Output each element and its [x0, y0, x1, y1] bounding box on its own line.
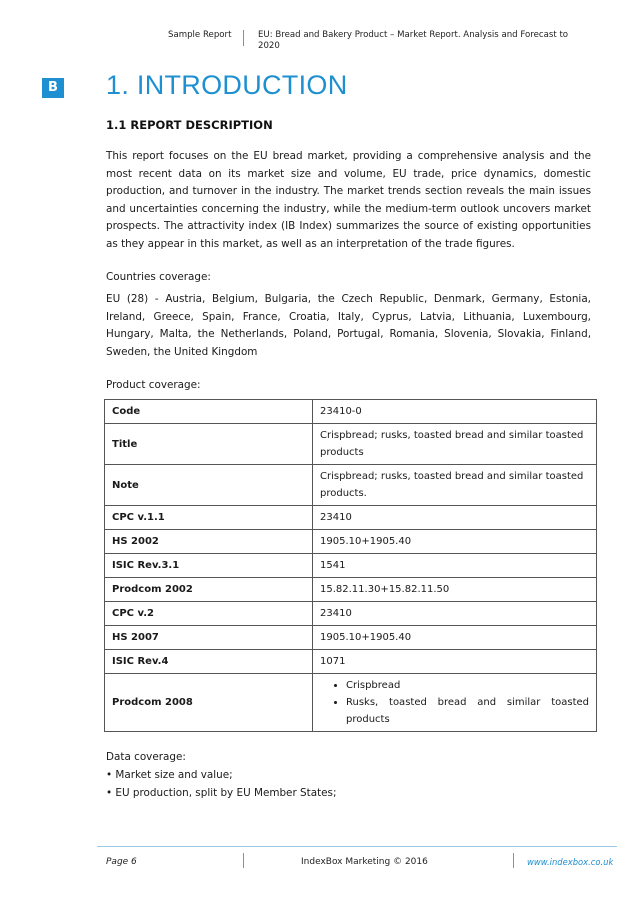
- table-cell-value: 23410: [313, 506, 597, 530]
- header-report-title: EU: Bread and Bakery Product – Market Report. Analysis and Forecast to 2020: [258, 30, 569, 51]
- countries-label: Countries coverage:: [106, 270, 211, 283]
- table-cell-value: [313, 674, 597, 732]
- table-row: [105, 650, 597, 674]
- table-row: [105, 424, 597, 465]
- footer-divider: [97, 846, 617, 847]
- chapter-title: 1. INTRODUCTION: [106, 70, 348, 100]
- list-item: • Crispbread: [346, 677, 589, 694]
- table-cell-key: HS 2002: [105, 530, 313, 554]
- table-row: [105, 400, 597, 424]
- footer-website-link[interactable]: www.indexbox.co.uk: [527, 857, 614, 867]
- table-row: [105, 554, 597, 578]
- table-row: [105, 506, 597, 530]
- intro-paragraph: This report focuses on the EU bread market, providing a comprehensive analysis and the most recent data on its market size and volume, EU trade, price dynamics, domestic production, and turnover in the industry. The market trends section reveals the main issues and uncertainties concerning the industry, while the medium-term outlook uncovers market prospects. The attractivity index (IB Index) summarizes the source of existing opportunities as they appear in this market, as well as an interpretation of the trade figures.: [106, 150, 591, 250]
- product-coverage-table: [104, 399, 597, 732]
- countries-text: EU (28) - Austria, Belgium, Bulgaria, the Czech Republic, Denmark, Germany, Estonia, Ireland, Greece, Spain, France, Croatia, Italy, Cyprus, Latvia, Lithuania, Luxembourg, Hungary, Malta, the Netherlands, Poland, Portugal, Romania, Slovenia, Slovakia, Finland, Sweden, the United Kingdom: [106, 293, 591, 358]
- data-coverage-item: • EU production, split by EU Member States;: [106, 787, 337, 800]
- footer-separator: [243, 853, 244, 868]
- page-content: [106, 118, 591, 802]
- table-cell-key: Note: [105, 465, 313, 506]
- footer-copyright: IndexBox Marketing © 2016: [301, 857, 428, 867]
- table-cell-value: 23410-0: [313, 400, 597, 424]
- table-cell-value: Crispbread; rusks, toasted bread and similar toasted products: [313, 424, 597, 465]
- table-row: [105, 578, 597, 602]
- page-number: Page 6: [106, 857, 137, 867]
- table-cell-value: 23410: [313, 602, 597, 626]
- table-row: [105, 530, 597, 554]
- table-cell-key: CPC v.1.1: [105, 506, 313, 530]
- list-item: • Rusks, toasted bread and similar toasted products: [346, 694, 589, 728]
- footer-separator: [513, 853, 514, 868]
- header-separator: [243, 30, 244, 46]
- table-cell-key: HS 2007: [105, 626, 313, 650]
- table-cell-value: Crispbread; rusks, toasted bread and similar toasted products.: [313, 465, 597, 506]
- table-cell-value: 1541: [313, 554, 597, 578]
- table-cell-key: ISIC Rev.4: [105, 650, 313, 674]
- table-row: [105, 602, 597, 626]
- data-coverage-item: • Market size and value;: [106, 769, 233, 782]
- table-cell-value: 1905.10+1905.40: [313, 530, 597, 554]
- brand-logo-icon: B: [42, 78, 64, 98]
- header-report-type: Sample Report: [168, 30, 232, 40]
- table-cell-key: Title: [105, 424, 313, 465]
- table-cell-value: 15.82.11.30+15.82.11.50: [313, 578, 597, 602]
- table-cell-key: Prodcom 2002: [105, 578, 313, 602]
- table-row: [105, 674, 597, 732]
- table-cell-key: Code: [105, 400, 313, 424]
- table-cell-key: ISIC Rev.3.1: [105, 554, 313, 578]
- table-cell-value: 1071: [313, 650, 597, 674]
- value-list: [320, 677, 589, 728]
- table-cell-key: Prodcom 2008: [105, 674, 313, 732]
- product-coverage-label: Product coverage:: [106, 378, 201, 391]
- table-cell-value: 1905.10+1905.40: [313, 626, 597, 650]
- table-row: [105, 626, 597, 650]
- table-row: [105, 465, 597, 506]
- section-title: 1.1 REPORT DESCRIPTION: [106, 118, 273, 132]
- data-coverage-label: Data coverage:: [106, 751, 186, 764]
- table-cell-key: CPC v.2: [105, 602, 313, 626]
